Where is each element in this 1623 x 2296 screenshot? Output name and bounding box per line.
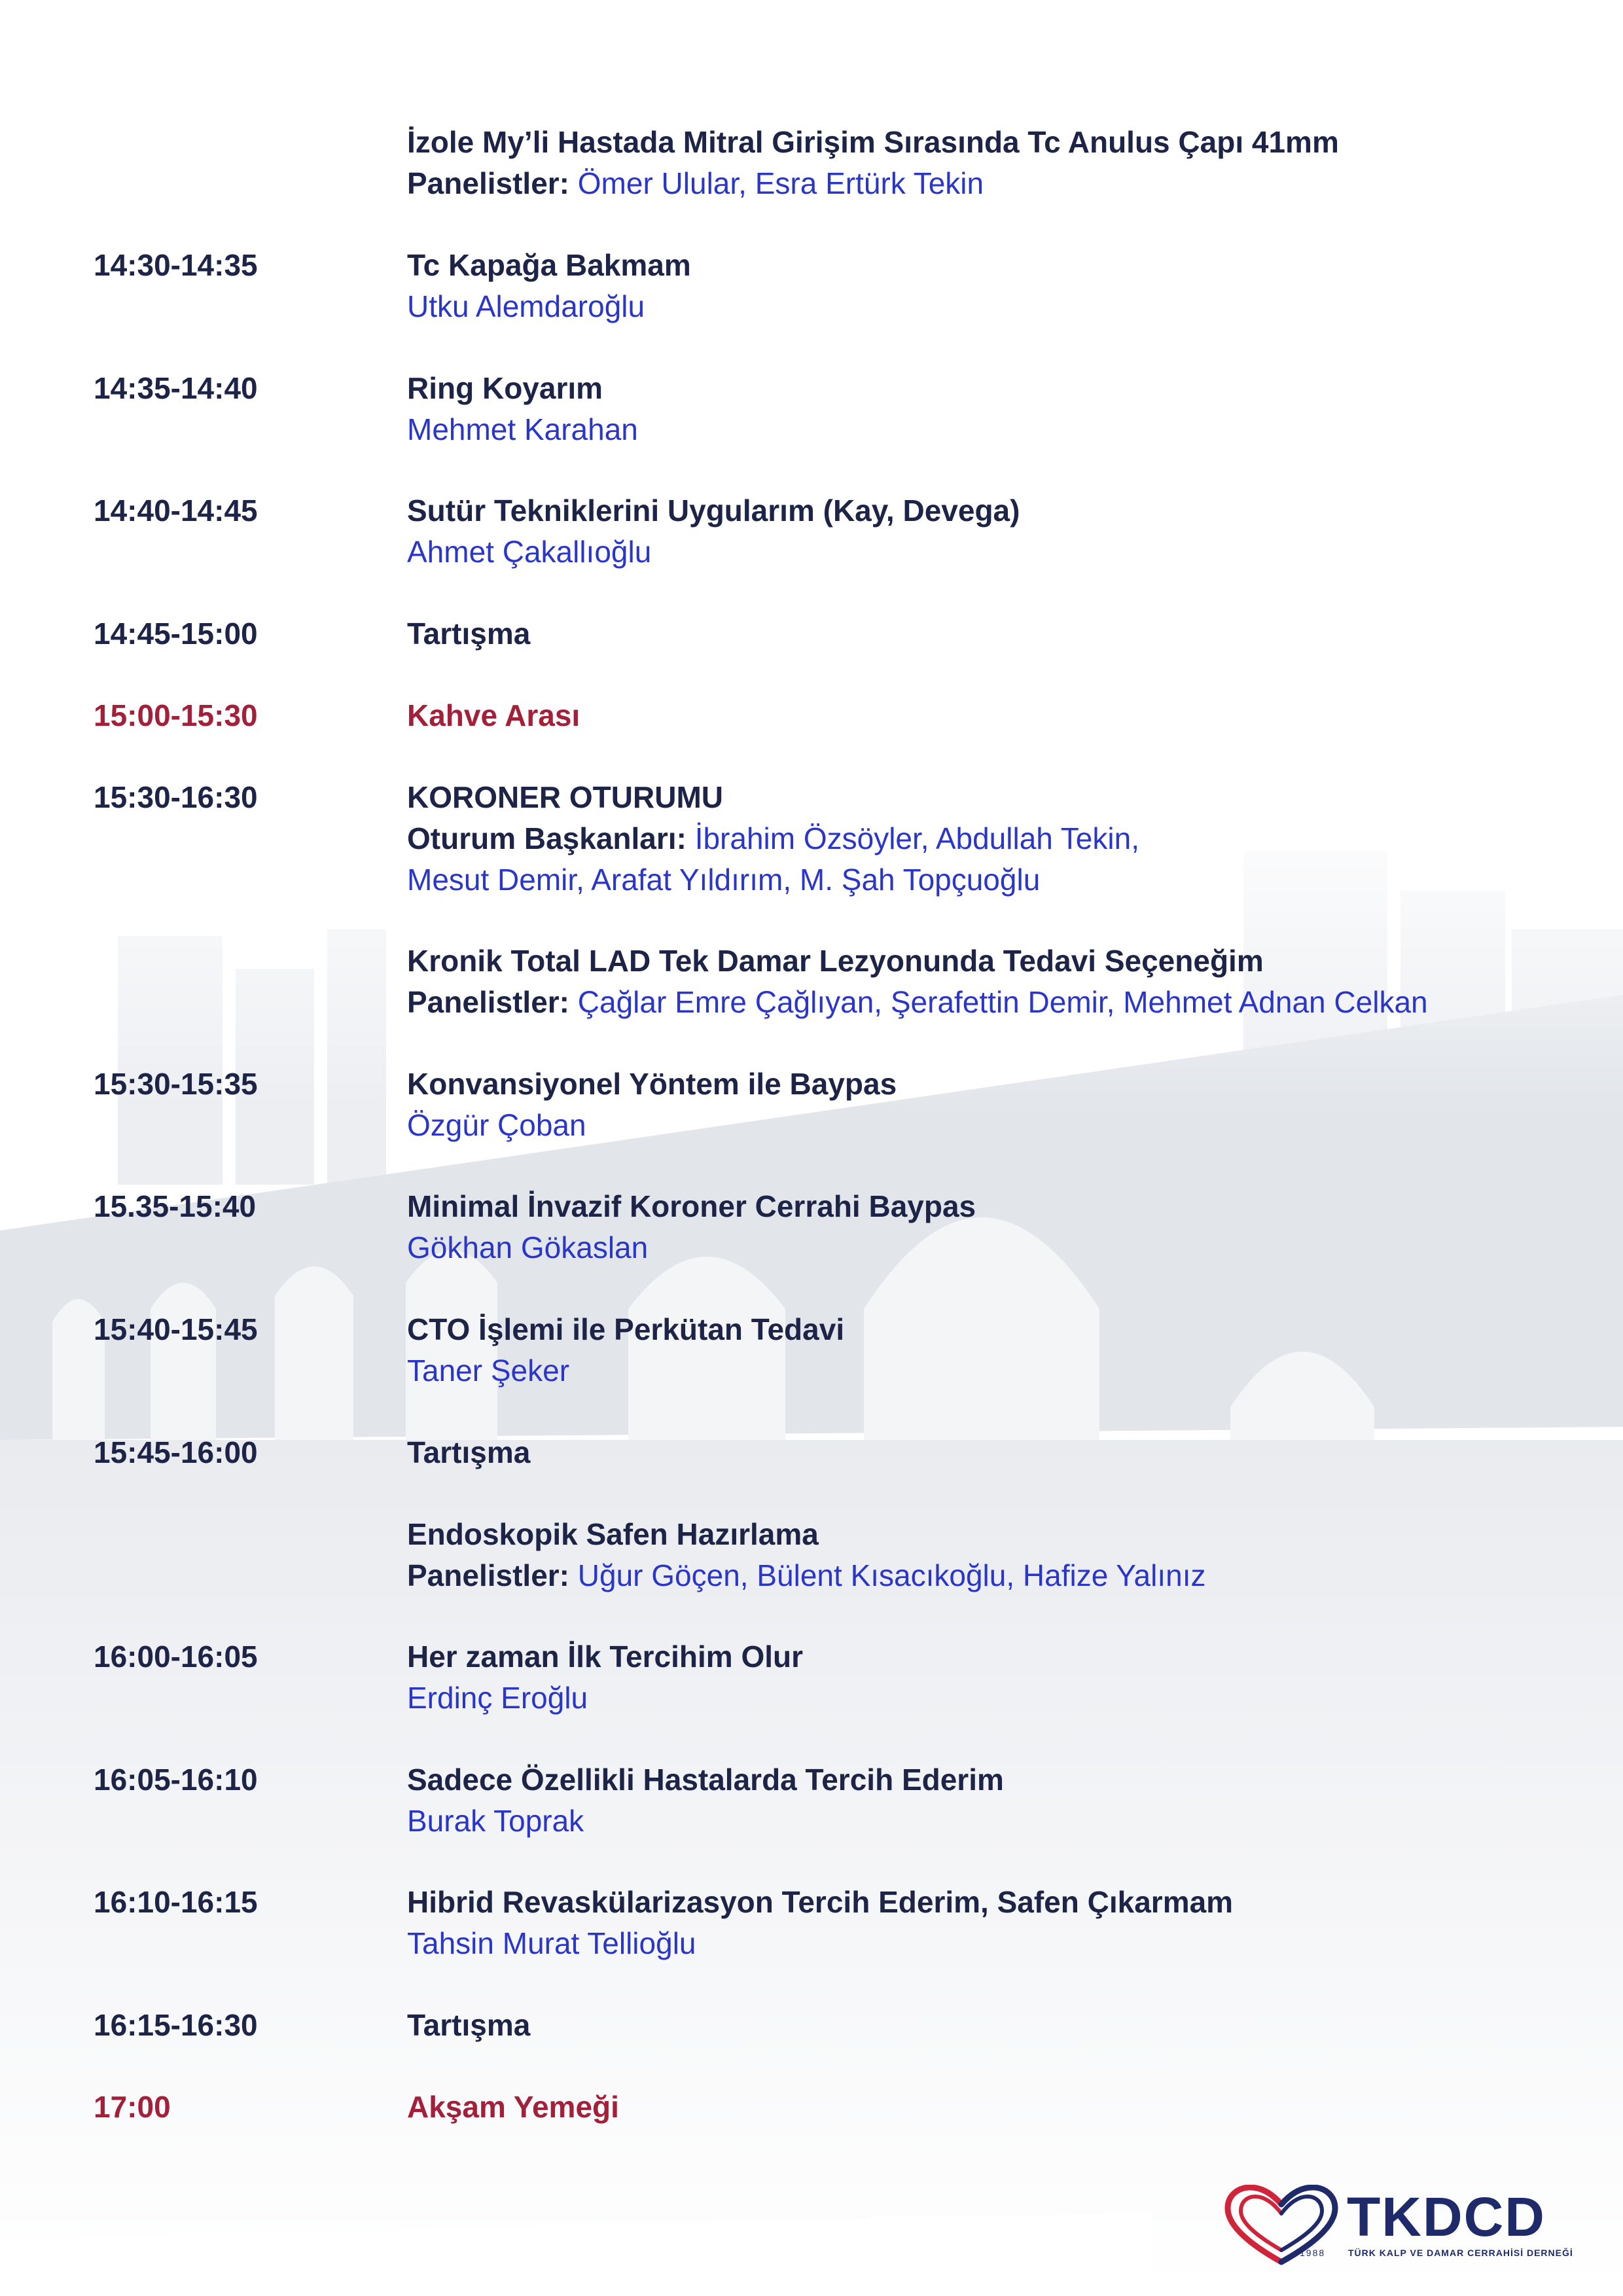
- speaker-name: Utku Alemdaroğlu: [407, 289, 645, 323]
- time-slot: 14:35-14:40: [94, 371, 258, 405]
- time-slot: 14:40-14:45: [94, 493, 258, 528]
- time-slot: 15:45-16:00: [94, 1435, 258, 1469]
- chairs-names: İbrahim Özsöyler, Abdullah Tekin,: [694, 821, 1139, 855]
- time-slot: 16:05-16:10: [94, 1763, 258, 1797]
- time-slot: 15:30-15:35: [94, 1067, 258, 1101]
- panelists-label: Panelistler:: [407, 985, 569, 1019]
- session-title: Endoskopik Safen Hazırlama: [407, 1517, 819, 1551]
- logo-wordmark: TKDCD: [1347, 2186, 1546, 2248]
- talk-title: Hibrid Revaskülarizasyon Tercih Ederim, Safen Çıkarmam: [407, 1885, 1234, 1919]
- talk-title: Konvansiyonel Yöntem ile Baypas: [407, 1067, 897, 1101]
- speaker-name: Özgür Çoban: [407, 1108, 586, 1142]
- time-slot: 17:00: [94, 2090, 171, 2124]
- time-slot: 15.35-15:40: [94, 1189, 257, 1223]
- talk-title: Minimal İnvazif Koroner Cerrahi Baypas: [407, 1189, 976, 1223]
- talk-title: CTO İşlemi ile Perkütan Tedavi: [407, 1312, 845, 1346]
- session-title: Kronik Total LAD Tek Damar Lezyonunda Tedavi Seçeneğim: [407, 944, 1264, 978]
- talk-title: Tc Kapağa Bakmam: [407, 248, 691, 282]
- chairs-names-continued: Mesut Demir, Arafat Yıldırım, M. Şah Topçuoğlu: [407, 863, 1041, 897]
- time-slot: 15:40-15:45: [94, 1312, 258, 1346]
- time-slot: 14:45-15:00: [94, 617, 258, 651]
- panelists-names: Çağlar Emre Çağlıyan, Şerafettin Demir, Mehmet Adnan Celkan: [577, 985, 1428, 1019]
- panelists-names: Ömer Ulular, Esra Ertürk Tekin: [577, 166, 984, 200]
- panelists-label: Panelistler:: [407, 166, 569, 200]
- talk-title: Her zaman İlk Tercihim Olur: [407, 1640, 804, 1674]
- logo-year: 1988: [1300, 2248, 1326, 2258]
- discussion-title: Tartışma: [407, 617, 531, 651]
- time-slot: 16:15-16:30: [94, 2008, 258, 2042]
- time-slot: 16:00-16:05: [94, 1640, 258, 1674]
- talk-title: Sutür Tekniklerini Uygularım (Kay, Devega): [407, 493, 1020, 528]
- speaker-name: Ahmet Çakallıoğlu: [407, 535, 652, 569]
- session-title: KORONER OTURUMU: [407, 780, 723, 814]
- time-slot: 15:30-16:30: [94, 780, 258, 814]
- discussion-title: Tartışma: [407, 2008, 531, 2042]
- panelists-label: Panelistler:: [407, 1558, 569, 1592]
- tkdcd-logo: [1222, 2185, 1576, 2270]
- speaker-name: Erdinç Eroğlu: [407, 1681, 588, 1715]
- break-title: Akşam Yemeği: [407, 2090, 619, 2124]
- speaker-name: Gökhan Gökaslan: [407, 1230, 649, 1265]
- time-slot: 14:30-14:35: [94, 248, 258, 282]
- chairs-label: Oturum Başkanları:: [407, 821, 687, 855]
- break-title: Kahve Arası: [407, 698, 580, 732]
- time-slot: 15:00-15:30: [94, 698, 258, 732]
- logo-subtitle: TÜRK KALP VE DAMAR CERRAHİSİ DERNEĞİ: [1348, 2248, 1573, 2258]
- discussion-title: Tartışma: [407, 1435, 531, 1469]
- panelists-names: Uğur Göçen, Bülent Kısacıkoğlu, Hafize Yalınız: [577, 1558, 1206, 1592]
- talk-title: Sadece Özellikli Hastalarda Tercih Ederim: [407, 1763, 1004, 1797]
- session-title: İzole My’li Hastada Mitral Girişim Sırasında Tc Anulus Çapı 41mm: [407, 125, 1339, 159]
- speaker-name: Burak Toprak: [407, 1804, 584, 1838]
- time-slot: 16:10-16:15: [94, 1885, 258, 1919]
- talk-title: Ring Koyarım: [407, 371, 603, 405]
- speaker-name: Mehmet Karahan: [407, 412, 638, 446]
- speaker-name: Tahsin Murat Tellioğlu: [407, 1926, 696, 1960]
- speaker-name: Taner Şeker: [407, 1354, 570, 1388]
